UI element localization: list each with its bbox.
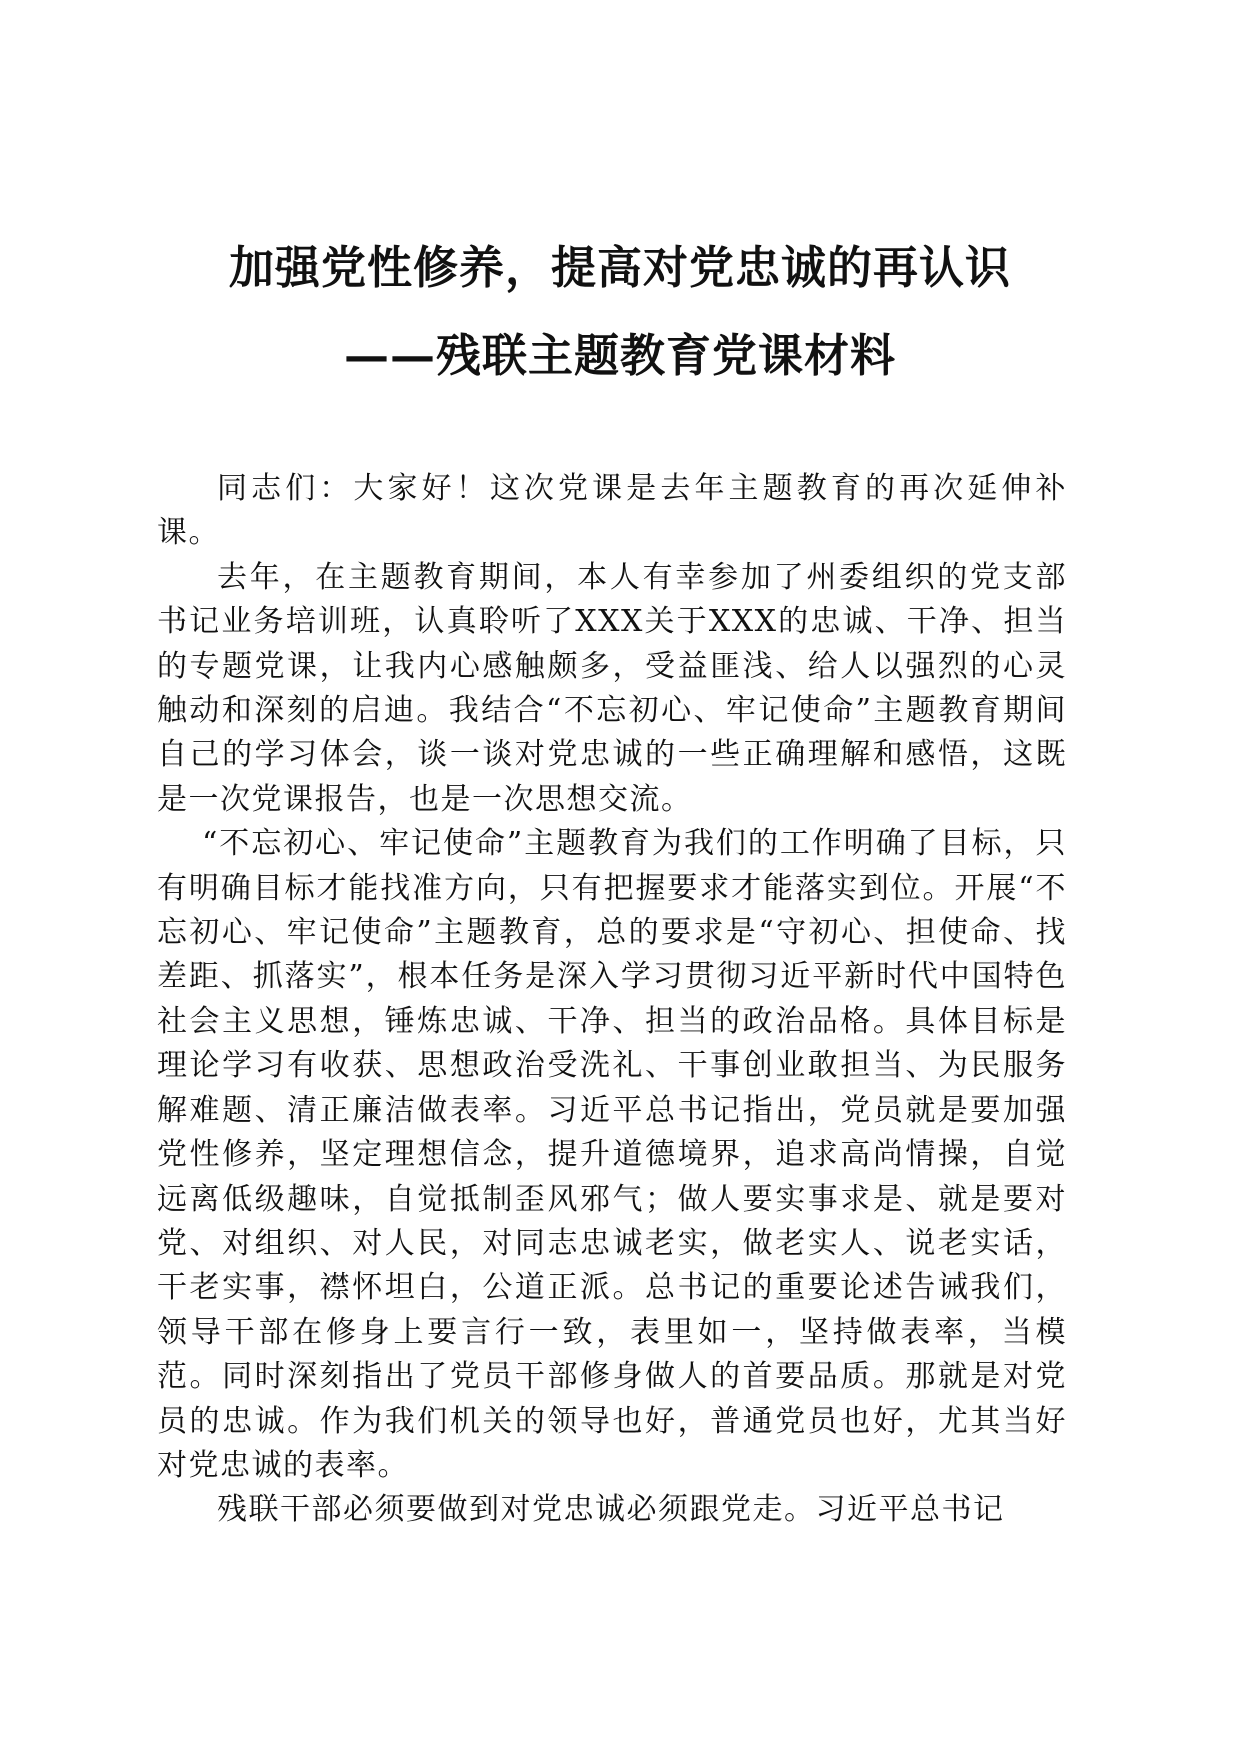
paragraph-loyalty: 残联干部必须要做到对党忠诚必须跟党走。习近平总书记 (217, 1492, 1005, 1528)
paragraph-training: 去年，在主题教育期间，本人有幸参加了州委组织的党支部书记业务培训班，认真聆听了XXX关于XXX的忠诚、干净、担当的专题党课，让我内心感触颇多，受益匪浅、给人以强烈的心灵触动和深刻的启迪。我结合“不忘初心、牢记使命”主题教育期间自己的学习体会，谈一谈对党忠诚的一些正确理解和感悟，这既是一次党课报告，也是一次思想交流。 (157, 559, 1067, 817)
document-subtitle: ——残联主题教育党课材料 (343, 329, 896, 382)
title-block (150, 224, 1090, 400)
paragraph-greeting: 同志们：大家好！这次党课是去年主题教育的再次延伸补课。 (157, 471, 1067, 551)
document-title: 加强党性修养，提高对党忠诚的再认识 (228, 241, 1011, 294)
document-body (157, 467, 1067, 1533)
paragraph-theme-education: “不忘初心、牢记使命”主题教育为我们的工作明确了目标，只有明确目标才能找准方向，只有把握要求才能落实到位。开展“不忘初心、牢记使命”主题教育，总的要求是“守初心、担使命、找差距、抓落实”，根本任务是深入学习贯彻习近平新时代中国特色社会主义思想，锤炼忠诚、干净、担当的政治品格。具体目标是理论学习有收获、思想政治受洗礼、干事创业敢担当、为民服务解难题、清正廉洁做表率。习近平总书记指出，党员就是要加强党性修养，坚定理想信念，提升道德境界，追求高尚情操，自觉远离低级趣味，自觉抵制歪风邪气；做人要实事求是、就是要对党、对组织、对人民，对同志忠诚老实，做老实人、说老实话，干老实事，襟怀坦白，公道正派。总书记的重要论述告诫我们，领导干部在修身上要言行一致，表里如一，坚持做表率，当模范。同时深刻指出了党员干部修身做人的首要品质。那就是对党员的忠诚。作为我们机关的领导也好，普通党员也好，尤其当好对党忠诚的表率。 (157, 826, 1067, 1483)
